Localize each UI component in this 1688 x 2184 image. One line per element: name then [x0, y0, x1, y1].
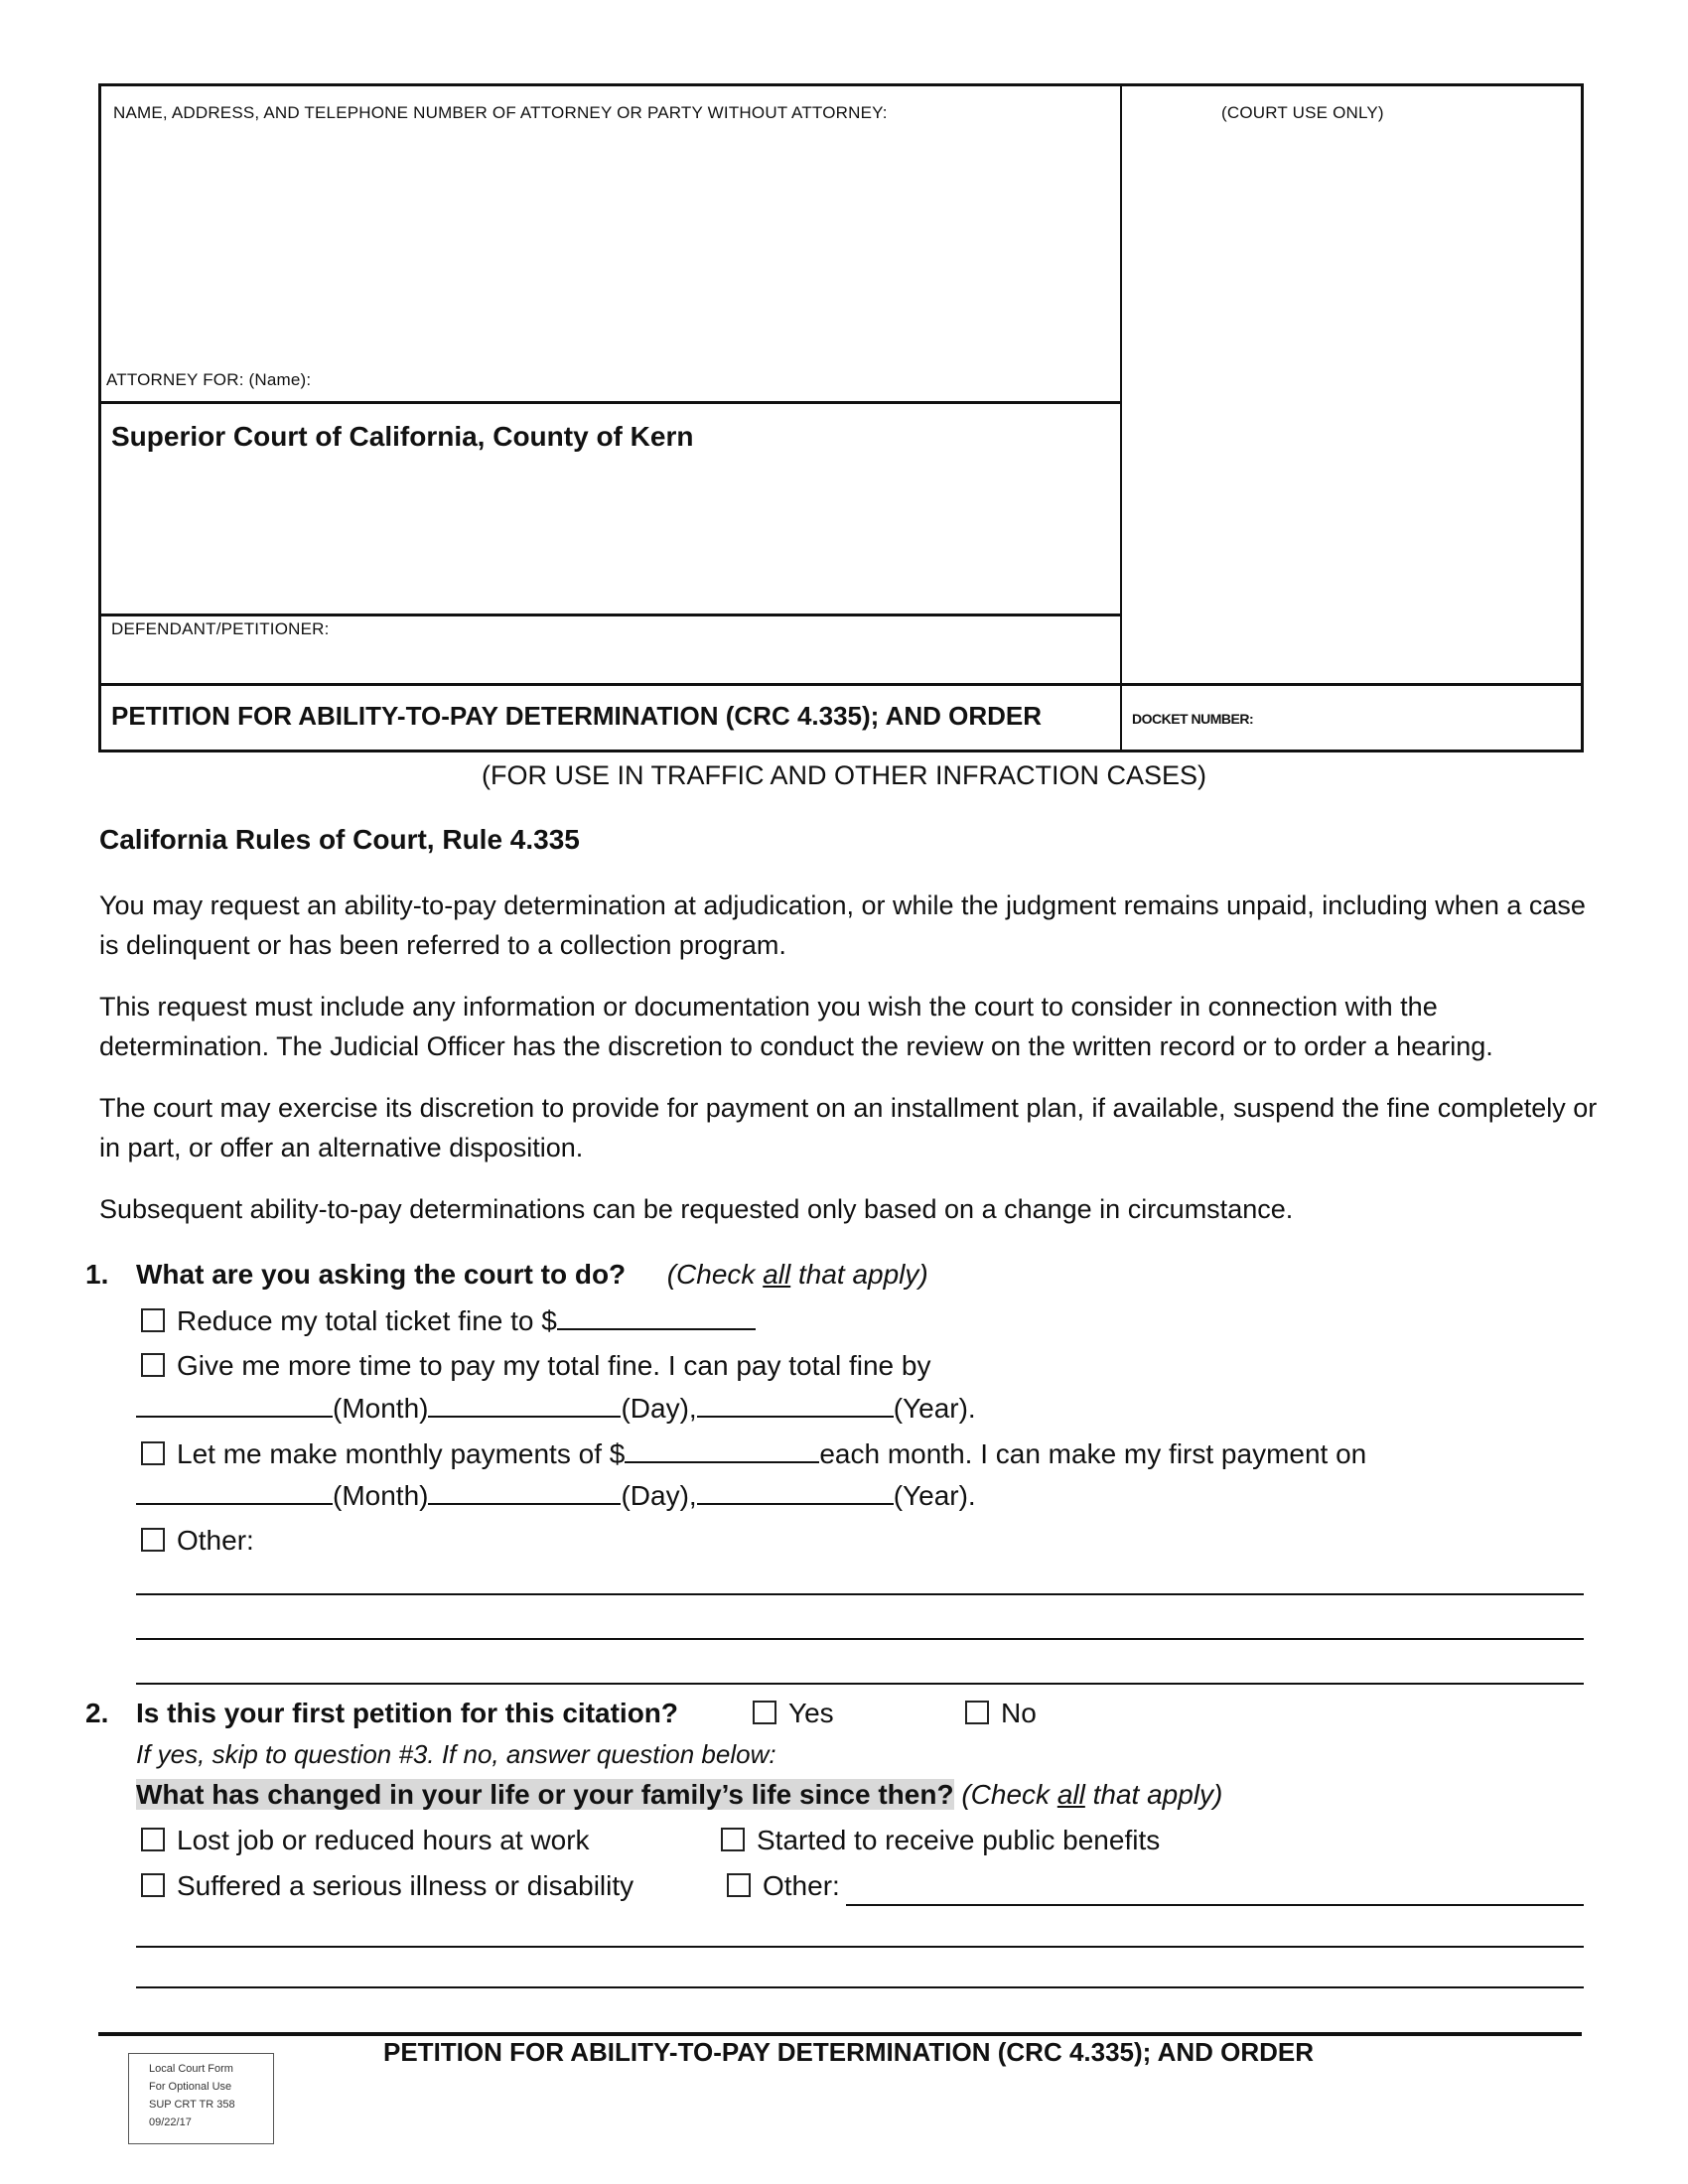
q1-monthly-date-row	[136, 1479, 976, 1512]
footer-rule	[98, 2032, 1582, 2036]
q2-number: 2.	[85, 1698, 109, 1728]
q1-monthly-checkbox[interactable]	[141, 1441, 165, 1465]
form-title: PETITION FOR ABILITY-TO-PAY DETERMINATION (CRC 4.335); AND ORDER	[111, 701, 1043, 731]
q1-time-checkbox[interactable]	[141, 1353, 165, 1377]
defendant-label: DEFENDANT/PETITIONER:	[111, 619, 330, 638]
q2-yes-option	[753, 1698, 834, 1729]
court-use-label: (COURT USE ONLY)	[1221, 103, 1384, 122]
q2-other-line-2[interactable]	[136, 1986, 1584, 1988]
day-label: (Day),	[621, 1480, 697, 1511]
q1-monthly-day-field[interactable]	[428, 1479, 621, 1505]
stamp-line-3: SUP CRT TR 358	[149, 2099, 235, 2111]
intro-paragraph-1: You may request an ability-to-pay determination at adjudication, or while the judgment remains unpaid, including when a case is delinquent or has been referred to a collection program.	[99, 890, 1586, 960]
year-label: (Year).	[893, 1480, 976, 1511]
q2-lost-job-label: Lost job or reduced hours at work	[177, 1825, 590, 1855]
q1-time-date-row	[136, 1392, 976, 1425]
q1-time-day-field[interactable]	[428, 1392, 621, 1418]
attorney-name-area[interactable]	[109, 129, 1112, 357]
q1-option-reduce	[141, 1304, 756, 1337]
q2-instruction: If yes, skip to question #3. If no, answer question below:	[136, 1739, 776, 1769]
q2-benefits-checkbox[interactable]	[721, 1828, 745, 1851]
subtitle: (FOR USE IN TRAFFIC AND OTHER INFRACTION CASES)	[481, 760, 1207, 790]
q2-changed-question: What has changed in your life or your family’s life since then?	[136, 1779, 954, 1810]
q2-other-inline-line[interactable]	[846, 1904, 1584, 1906]
q1-reduce-amount-field[interactable]	[557, 1304, 756, 1330]
defendant-field[interactable]	[109, 643, 1112, 679]
q2-option-benefits	[721, 1825, 1160, 1856]
intro-paragraph-3: The court may exercise its discretion to provide for payment on an installment plan, if available, suspend the fine completely or in part, or offer an alternative disposition.	[99, 1093, 1598, 1162]
footer-title: PETITION FOR ABILITY-TO-PAY DETERMINATION (CRC 4.335); AND ORDER	[383, 2037, 1315, 2067]
q1-other-line-1[interactable]	[136, 1593, 1584, 1595]
q2-yes-checkbox[interactable]	[753, 1701, 776, 1724]
day-label: (Day),	[621, 1393, 697, 1424]
q2-no-option	[965, 1698, 1037, 1729]
q2-no-label: No	[1001, 1698, 1037, 1728]
q2-hint: (Check all that apply)	[961, 1779, 1223, 1810]
attorney-label: NAME, ADDRESS, AND TELEPHONE NUMBER OF ATTORNEY OR PARTY WITHOUT ATTORNEY:	[113, 103, 888, 122]
q1-monthly-month-field[interactable]	[136, 1479, 333, 1505]
q1-time-label: Give me more time to pay my total fine. I can pay total fine by	[177, 1350, 931, 1381]
intro-paragraph-2: This request must include any information or documentation you wish the court to consider in connection with the determination. The Judicial Officer has the discretion to conduct the review on the written record or to order a hearing.	[99, 992, 1493, 1061]
q2-other-checkbox[interactable]	[727, 1873, 751, 1897]
q2-benefits-label: Started to receive public benefits	[757, 1825, 1161, 1855]
q1-other-checkbox[interactable]	[141, 1528, 165, 1552]
intro-paragraph-4: Subsequent ability-to-pay determinations can be requested only based on a change in circumstance.	[99, 1194, 1294, 1224]
docket-number-field[interactable]	[1261, 695, 1569, 741]
q2-illness-checkbox[interactable]	[141, 1873, 165, 1897]
q1-hint: (Check all that apply)	[666, 1259, 928, 1290]
month-label: (Month)	[333, 1480, 429, 1511]
q1-option-time	[141, 1350, 930, 1382]
q2-option-illness	[141, 1870, 633, 1902]
year-label: (Year).	[893, 1393, 976, 1424]
q1-monthly-label: Let me make monthly payments of $	[177, 1438, 626, 1469]
stamp-line-4: 09/22/17	[149, 2116, 192, 2128]
q1-number: 1.	[85, 1259, 109, 1290]
q2-lost-job-checkbox[interactable]	[141, 1828, 165, 1851]
q1-option-other	[141, 1525, 254, 1557]
month-label: (Month)	[333, 1393, 429, 1424]
local-form-stamp	[128, 2053, 274, 2144]
q1-monthly-year-field[interactable]	[697, 1479, 894, 1505]
q2-illness-label: Suffered a serious illness or disability	[177, 1870, 634, 1901]
q2-option-lost-job	[141, 1825, 590, 1856]
stamp-line-1: Local Court Form	[149, 2063, 233, 2075]
court-name: Superior Court of California, County of Kern	[111, 421, 694, 452]
q1-question: What are you asking the court to do?	[136, 1259, 627, 1290]
q1-reduce-label: Reduce my total ticket fine to $	[177, 1305, 557, 1336]
q1-monthly-label-post: each month. I can make my first payment on	[819, 1438, 1367, 1469]
intro-heading: California Rules of Court, Rule 4.335	[99, 824, 580, 855]
q1-other-label: Other:	[177, 1525, 254, 1556]
q2-yes-label: Yes	[788, 1698, 834, 1728]
q2-other-line-1[interactable]	[136, 1946, 1584, 1948]
q1-question-row	[136, 1259, 928, 1291]
docket-label: DOCKET NUMBER:	[1132, 711, 1254, 727]
q2-option-other	[727, 1870, 840, 1902]
q1-other-line-2[interactable]	[136, 1638, 1584, 1640]
stamp-line-2: For Optional Use	[149, 2081, 232, 2093]
q2-no-checkbox[interactable]	[965, 1701, 989, 1724]
q2-question: Is this your first petition for this citation?	[136, 1698, 679, 1728]
attorney-for-label: ATTORNEY FOR: (Name):	[106, 370, 312, 389]
q1-time-month-field[interactable]	[136, 1392, 333, 1418]
q1-other-line-3[interactable]	[136, 1683, 1584, 1685]
q1-monthly-amount-field[interactable]	[625, 1437, 819, 1463]
q1-option-monthly	[141, 1437, 1366, 1470]
q1-time-year-field[interactable]	[697, 1392, 894, 1418]
q1-reduce-checkbox[interactable]	[141, 1308, 165, 1332]
q2-changed-row	[136, 1779, 1222, 1811]
q2-other-label: Other:	[763, 1870, 840, 1901]
